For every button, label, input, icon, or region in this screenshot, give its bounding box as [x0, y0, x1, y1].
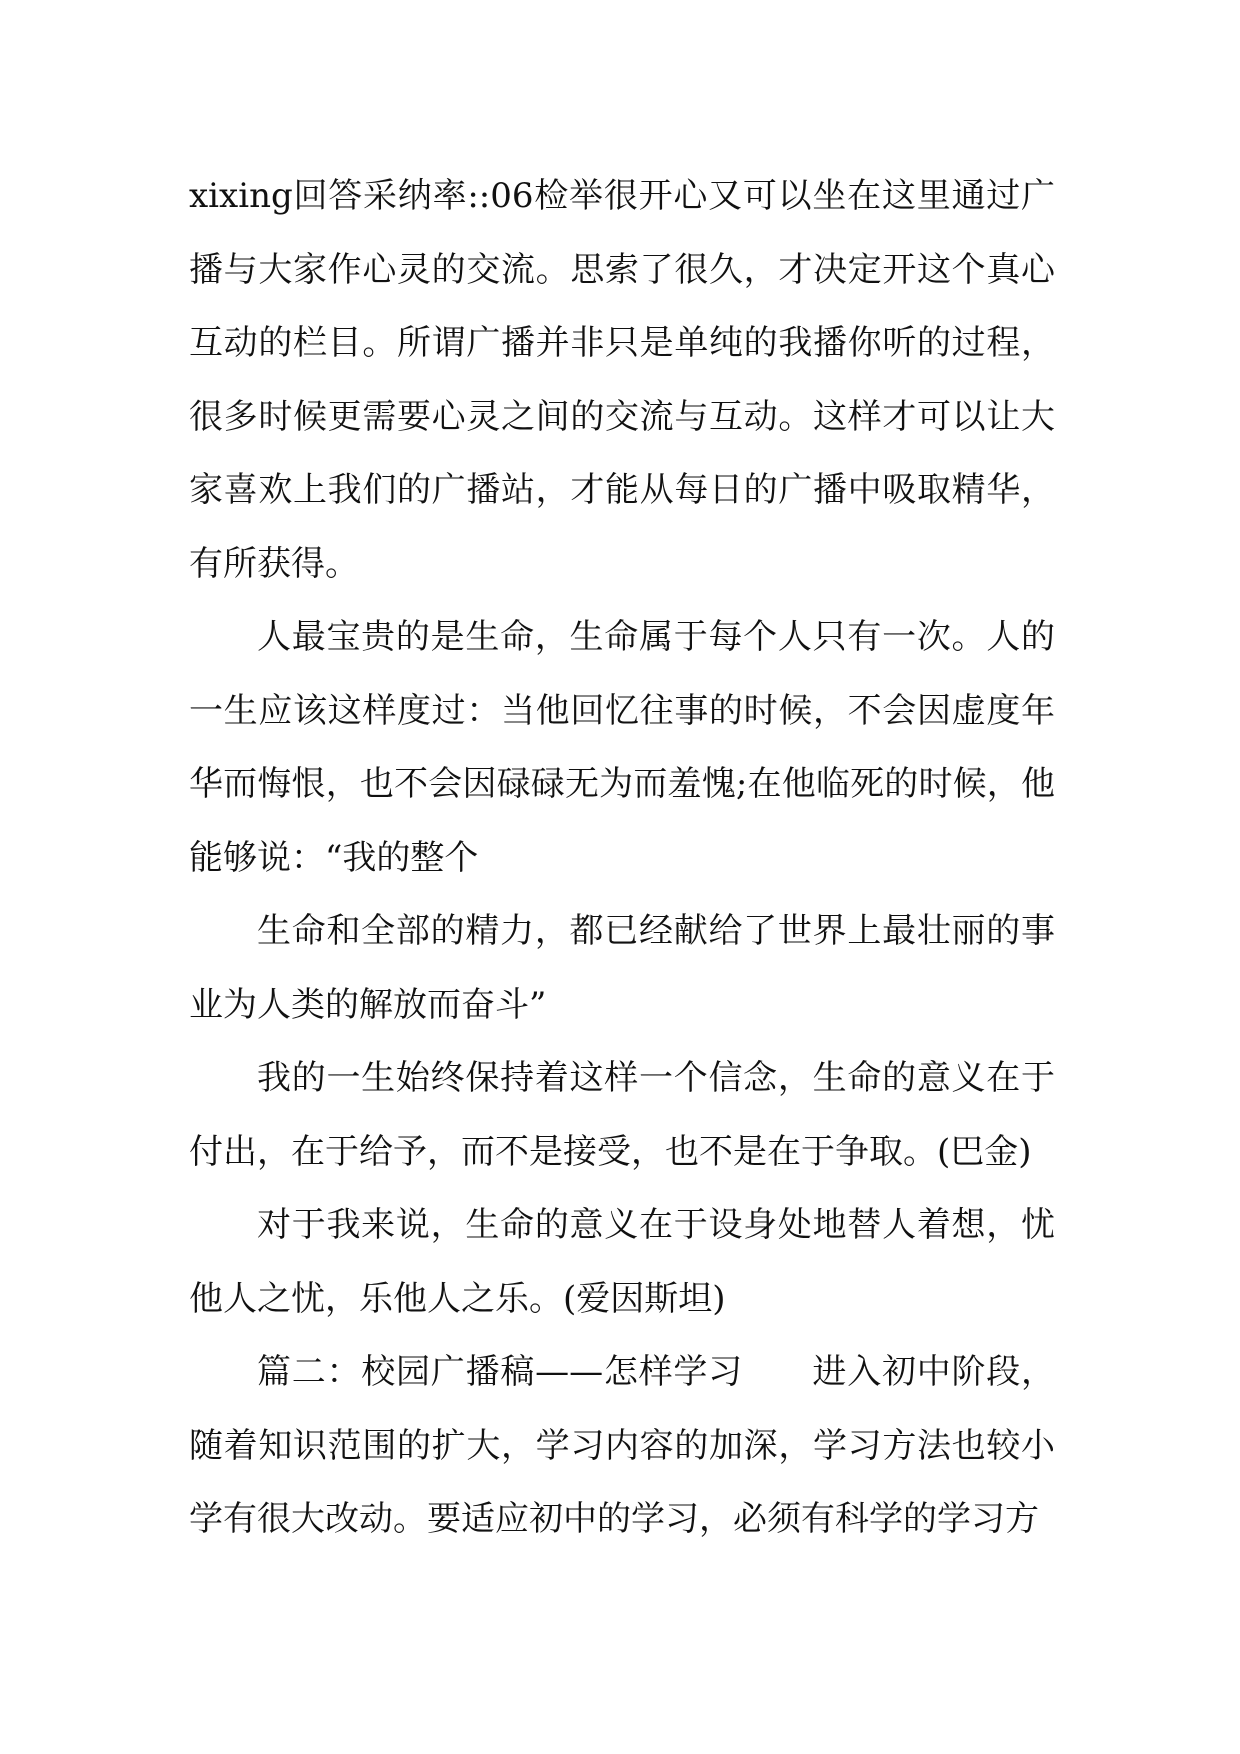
document-body — [189, 160, 1055, 1557]
paragraph-einstein-quote: 对于我来说，生命的意义在于设身处地替人着想，忧他人之忧，乐他人之乐。(爱因斯坦) — [189, 1205, 1055, 1319]
paragraph-life-quote: 人最宝贵的是生命，生命属于每个人只有一次。人的一生应该这样度过：当他回忆往事的时候，不会因虚度年华而悔恨，也不会因碌碌无为而羞愧;在他临死的时候，他能够说：“我的整个 — [189, 617, 1055, 878]
paragraph-life-quote-cont: 生命和全部的精力，都已经献给了世界上最壮丽的事业为人类的解放而奋斗” — [189, 911, 1055, 1025]
paragraph-bajin-quote: 我的一生始终保持着这样一个信念，生命的意义在于付出，在于给予，而不是接受，也不是在于争取。(巴金) — [189, 1058, 1055, 1172]
paragraph-intro: xixing回答采纳率::06检举很开心又可以坐在这里通过广播与大家作心灵的交流。思索了很久，才决定开这个真心互动的栏目。所谓广播并非只是单纯的我播你听的过程，很多时候更需要心灵之间的交流与互动。这样才可以让大家喜欢上我们的广播站，才能从每日的广播中吸取精华，有所获得。 — [189, 176, 1055, 584]
paragraph-part-two: 篇二：校园广播稿——怎样学习 进入初中阶段，随着知识范围的扩大，学习内容的加深，学习方法也较小学有很大改动。要适应初中的学习，必须有科学的学习方 — [189, 1352, 1055, 1539]
